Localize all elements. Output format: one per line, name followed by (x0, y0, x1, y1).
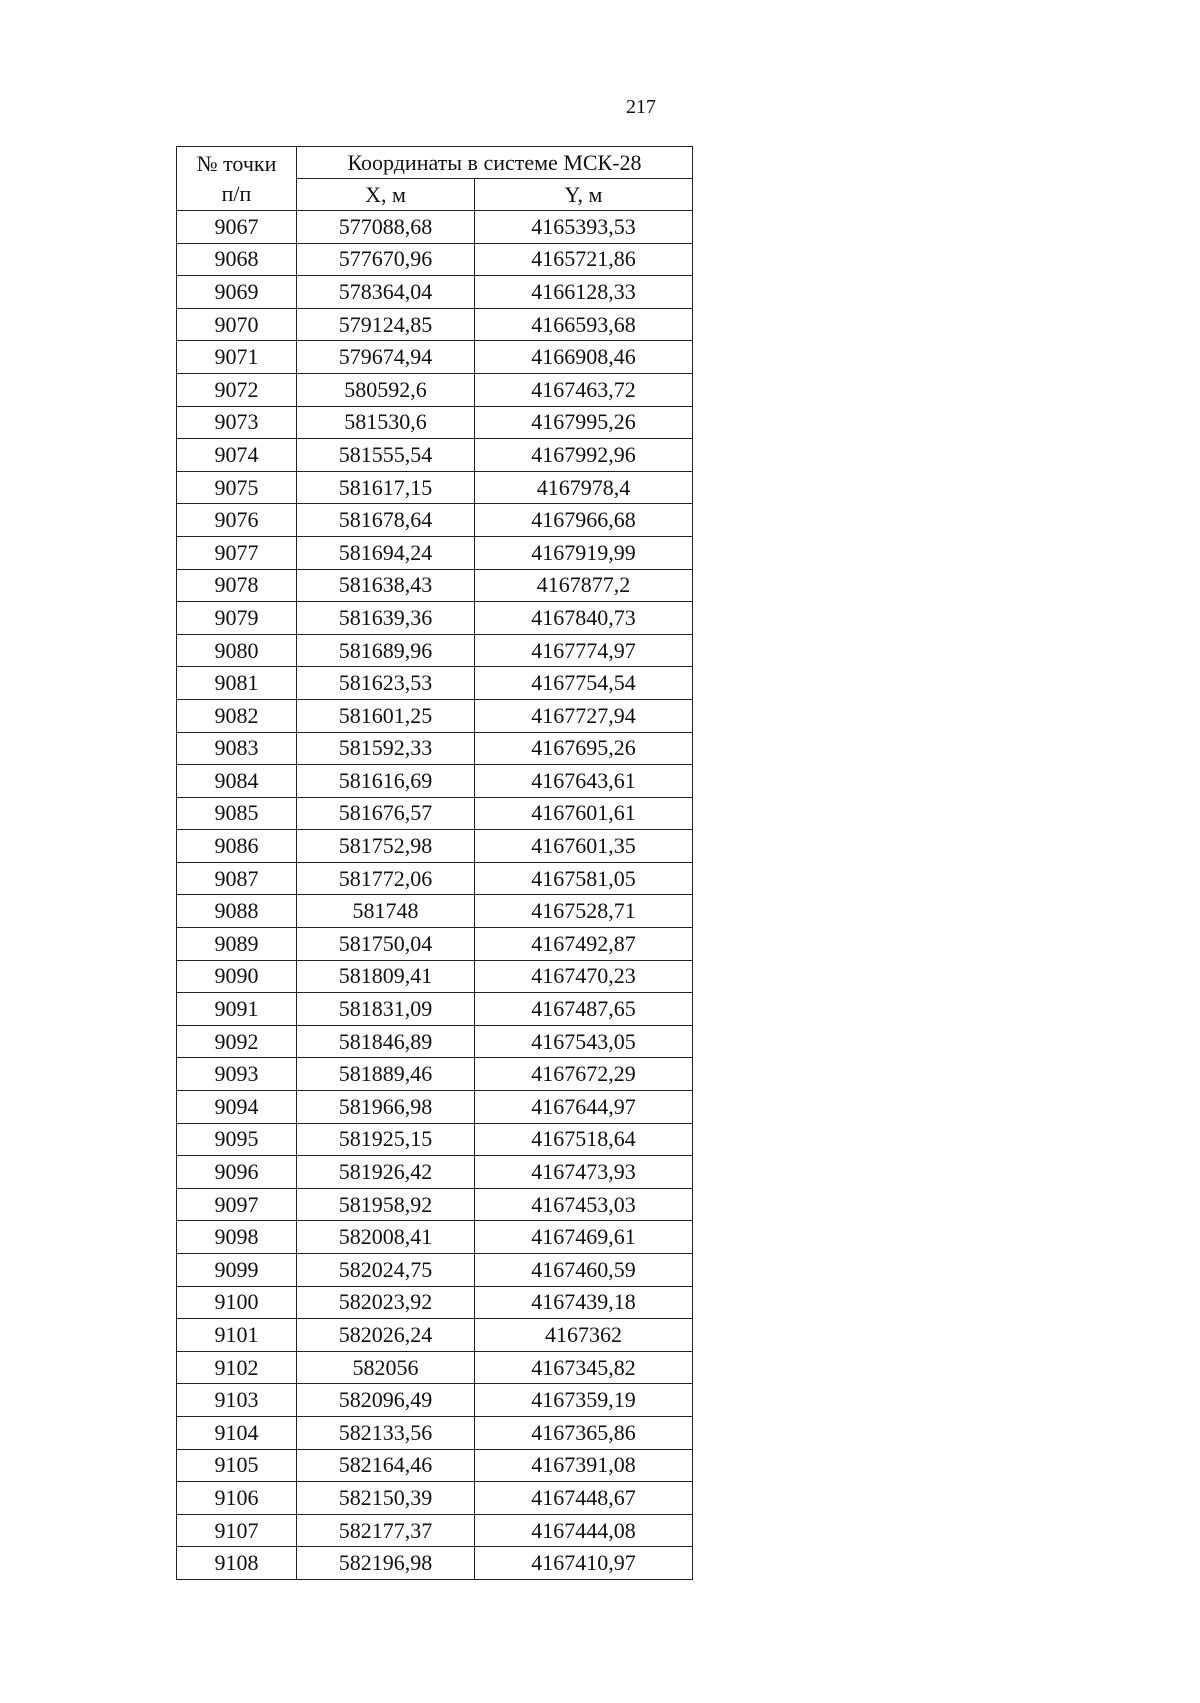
y-coordinate-cell: 4167410,97 (475, 1547, 693, 1580)
table-row (177, 1449, 693, 1482)
table-row (177, 1482, 693, 1515)
x-coordinate-cell: 581639,36 (297, 602, 475, 635)
table-row (177, 1221, 693, 1254)
point-number-cell: 9067 (177, 211, 297, 244)
y-coordinate-cell: 4167362 (475, 1319, 693, 1352)
point-number-cell: 9088 (177, 895, 297, 928)
x-coordinate-cell: 581846,89 (297, 1025, 475, 1058)
x-coordinate-cell: 581617,15 (297, 471, 475, 504)
y-coordinate-cell: 4165721,86 (475, 243, 693, 276)
y-coordinate-cell: 4167469,61 (475, 1221, 693, 1254)
x-coordinate-cell: 582023,92 (297, 1286, 475, 1319)
point-number-cell: 9085 (177, 797, 297, 830)
point-number-cell: 9100 (177, 1286, 297, 1319)
y-coordinate-cell: 4167919,99 (475, 536, 693, 569)
point-number-cell: 9068 (177, 243, 297, 276)
table-row (177, 504, 693, 537)
point-number-cell: 9103 (177, 1384, 297, 1417)
y-coordinate-cell: 4167601,35 (475, 830, 693, 863)
point-number-cell: 9084 (177, 765, 297, 798)
x-coordinate-cell: 582056 (297, 1351, 475, 1384)
point-number-cell: 9099 (177, 1254, 297, 1287)
table-row (177, 439, 693, 472)
point-number-cell: 9101 (177, 1319, 297, 1352)
table-row (177, 732, 693, 765)
table-row (177, 211, 693, 244)
x-coordinate-cell: 581638,43 (297, 569, 475, 602)
point-number-cell: 9089 (177, 928, 297, 961)
y-coordinate-cell: 4166128,33 (475, 276, 693, 309)
table-row (177, 1254, 693, 1287)
x-coordinate-cell: 582164,46 (297, 1449, 475, 1482)
table-row (177, 308, 693, 341)
y-coordinate-cell: 4167643,61 (475, 765, 693, 798)
point-number-cell: 9108 (177, 1547, 297, 1580)
table-row (177, 1319, 693, 1352)
y-coordinate-cell: 4167601,61 (475, 797, 693, 830)
point-number-cell: 9071 (177, 341, 297, 374)
x-coordinate-cell: 582008,41 (297, 1221, 475, 1254)
x-coordinate-cell: 582196,98 (297, 1547, 475, 1580)
table-header (177, 147, 693, 211)
y-coordinate-cell: 4167460,59 (475, 1254, 693, 1287)
y-coordinate-cell: 4167978,4 (475, 471, 693, 504)
x-coordinate-cell: 582177,37 (297, 1514, 475, 1547)
table-row (177, 1123, 693, 1156)
y-coordinate-cell: 4167543,05 (475, 1025, 693, 1058)
x-coordinate-cell: 581809,41 (297, 960, 475, 993)
y-coordinate-cell: 4167877,2 (475, 569, 693, 602)
y-coordinate-cell: 4167966,68 (475, 504, 693, 537)
x-coordinate-cell: 581889,46 (297, 1058, 475, 1091)
table-row (177, 830, 693, 863)
x-coordinate-cell: 581676,57 (297, 797, 475, 830)
x-coordinate-cell: 581958,92 (297, 1188, 475, 1221)
table-row (177, 1156, 693, 1189)
point-number-header-label: № точки п/п (196, 150, 277, 206)
x-coordinate-cell: 581601,25 (297, 699, 475, 732)
point-number-cell: 9097 (177, 1188, 297, 1221)
table-body (177, 211, 693, 1580)
x-coordinate-cell: 581926,42 (297, 1156, 475, 1189)
x-coordinate-cell: 581616,69 (297, 765, 475, 798)
y-coordinate-cell: 4167359,19 (475, 1384, 693, 1417)
table-row (177, 406, 693, 439)
y-coordinate-cell: 4167487,65 (475, 993, 693, 1026)
x-coordinate-cell: 580592,6 (297, 373, 475, 406)
point-number-cell: 9104 (177, 1416, 297, 1449)
table-row (177, 341, 693, 374)
x-coordinate-cell: 581678,64 (297, 504, 475, 537)
point-number-cell: 9083 (177, 732, 297, 765)
point-number-cell: 9070 (177, 308, 297, 341)
table-row (177, 243, 693, 276)
y-coordinate-cell: 4167581,05 (475, 862, 693, 895)
x-coordinate-cell: 581750,04 (297, 928, 475, 961)
table-row (177, 1058, 693, 1091)
table-row (177, 993, 693, 1026)
table-row (177, 373, 693, 406)
point-number-cell: 9079 (177, 602, 297, 635)
x-coordinate-cell: 582096,49 (297, 1384, 475, 1417)
table-row (177, 1547, 693, 1580)
x-coordinate-cell: 581555,54 (297, 439, 475, 472)
y-coordinate-cell: 4167992,96 (475, 439, 693, 472)
header-row-top (177, 147, 693, 179)
x-coordinate-cell: 581748 (297, 895, 475, 928)
x-coordinate-cell: 581689,96 (297, 634, 475, 667)
x-coordinate-cell: 581694,24 (297, 536, 475, 569)
y-coordinate-cell: 4167528,71 (475, 895, 693, 928)
point-number-cell: 9093 (177, 1058, 297, 1091)
point-number-cell: 9080 (177, 634, 297, 667)
x-coordinate-cell: 577670,96 (297, 243, 475, 276)
point-number-header (177, 147, 297, 211)
point-number-cell: 9094 (177, 1091, 297, 1124)
y-column-header: Y, м (475, 179, 693, 211)
table-row (177, 569, 693, 602)
x-coordinate-cell: 579674,94 (297, 341, 475, 374)
y-coordinate-cell: 4167439,18 (475, 1286, 693, 1319)
point-number-cell: 9105 (177, 1449, 297, 1482)
table-row (177, 276, 693, 309)
x-coordinate-cell: 582024,75 (297, 1254, 475, 1287)
table-row (177, 765, 693, 798)
y-coordinate-cell: 4167391,08 (475, 1449, 693, 1482)
x-coordinate-cell: 581752,98 (297, 830, 475, 863)
point-number-cell: 9096 (177, 1156, 297, 1189)
y-coordinate-cell: 4167448,67 (475, 1482, 693, 1515)
x-coordinate-cell: 581831,09 (297, 993, 475, 1026)
y-coordinate-cell: 4167774,97 (475, 634, 693, 667)
y-coordinate-cell: 4167470,23 (475, 960, 693, 993)
table-row (177, 1384, 693, 1417)
table-row (177, 699, 693, 732)
table-row (177, 536, 693, 569)
x-coordinate-cell: 581966,98 (297, 1091, 475, 1124)
x-coordinate-cell: 582026,24 (297, 1319, 475, 1352)
point-number-cell: 9095 (177, 1123, 297, 1156)
x-coordinate-cell: 577088,68 (297, 211, 475, 244)
table-row (177, 1351, 693, 1384)
table-row (177, 1286, 693, 1319)
point-number-cell: 9107 (177, 1514, 297, 1547)
table-row (177, 1416, 693, 1449)
y-coordinate-cell: 4167672,29 (475, 1058, 693, 1091)
y-coordinate-cell: 4167754,54 (475, 667, 693, 700)
point-number-cell: 9076 (177, 504, 297, 537)
point-number-cell: 9092 (177, 1025, 297, 1058)
x-coordinate-cell: 582150,39 (297, 1482, 475, 1515)
x-coordinate-cell: 581772,06 (297, 862, 475, 895)
x-coordinate-cell: 581530,6 (297, 406, 475, 439)
point-number-cell: 9087 (177, 862, 297, 895)
table-row (177, 471, 693, 504)
point-number-cell: 9098 (177, 1221, 297, 1254)
point-number-cell: 9102 (177, 1351, 297, 1384)
y-coordinate-cell: 4165393,53 (475, 211, 693, 244)
table-row (177, 602, 693, 635)
y-coordinate-cell: 4167995,26 (475, 406, 693, 439)
point-number-cell: 9077 (177, 536, 297, 569)
table-row (177, 862, 693, 895)
x-coordinate-cell: 581592,33 (297, 732, 475, 765)
y-coordinate-cell: 4166908,46 (475, 341, 693, 374)
y-coordinate-cell: 4167453,03 (475, 1188, 693, 1221)
table-row (177, 797, 693, 830)
y-coordinate-cell: 4167463,72 (475, 373, 693, 406)
y-coordinate-cell: 4167345,82 (475, 1351, 693, 1384)
y-coordinate-cell: 4167727,94 (475, 699, 693, 732)
point-number-cell: 9069 (177, 276, 297, 309)
page-number: 217 (626, 96, 656, 118)
coordinates-table (176, 146, 693, 1580)
point-number-cell: 9072 (177, 373, 297, 406)
point-number-cell: 9090 (177, 960, 297, 993)
point-number-cell: 9074 (177, 439, 297, 472)
y-coordinate-cell: 4166593,68 (475, 308, 693, 341)
y-coordinate-cell: 4167365,86 (475, 1416, 693, 1449)
y-coordinate-cell: 4167518,64 (475, 1123, 693, 1156)
x-coordinate-cell: 578364,04 (297, 276, 475, 309)
table-row (177, 1091, 693, 1124)
table-row (177, 928, 693, 961)
table-row (177, 1188, 693, 1221)
y-coordinate-cell: 4167492,87 (475, 928, 693, 961)
y-coordinate-cell: 4167840,73 (475, 602, 693, 635)
table-row (177, 634, 693, 667)
table-row (177, 960, 693, 993)
coordinates-system-header: Координаты в системе МСК-28 (297, 147, 693, 179)
table-row (177, 1514, 693, 1547)
point-number-cell: 9086 (177, 830, 297, 863)
x-coordinate-cell: 581623,53 (297, 667, 475, 700)
point-number-cell: 9073 (177, 406, 297, 439)
x-coordinate-cell: 579124,85 (297, 308, 475, 341)
y-coordinate-cell: 4167444,08 (475, 1514, 693, 1547)
x-coordinate-cell: 581925,15 (297, 1123, 475, 1156)
table-row (177, 1025, 693, 1058)
table-row (177, 667, 693, 700)
table-row (177, 895, 693, 928)
x-column-header: X, м (297, 179, 475, 211)
point-number-cell: 9081 (177, 667, 297, 700)
point-number-cell: 9106 (177, 1482, 297, 1515)
y-coordinate-cell: 4167695,26 (475, 732, 693, 765)
point-number-cell: 9082 (177, 699, 297, 732)
point-number-cell: 9075 (177, 471, 297, 504)
y-coordinate-cell: 4167644,97 (475, 1091, 693, 1124)
point-number-cell: 9091 (177, 993, 297, 1026)
y-coordinate-cell: 4167473,93 (475, 1156, 693, 1189)
point-number-cell: 9078 (177, 569, 297, 602)
x-coordinate-cell: 582133,56 (297, 1416, 475, 1449)
